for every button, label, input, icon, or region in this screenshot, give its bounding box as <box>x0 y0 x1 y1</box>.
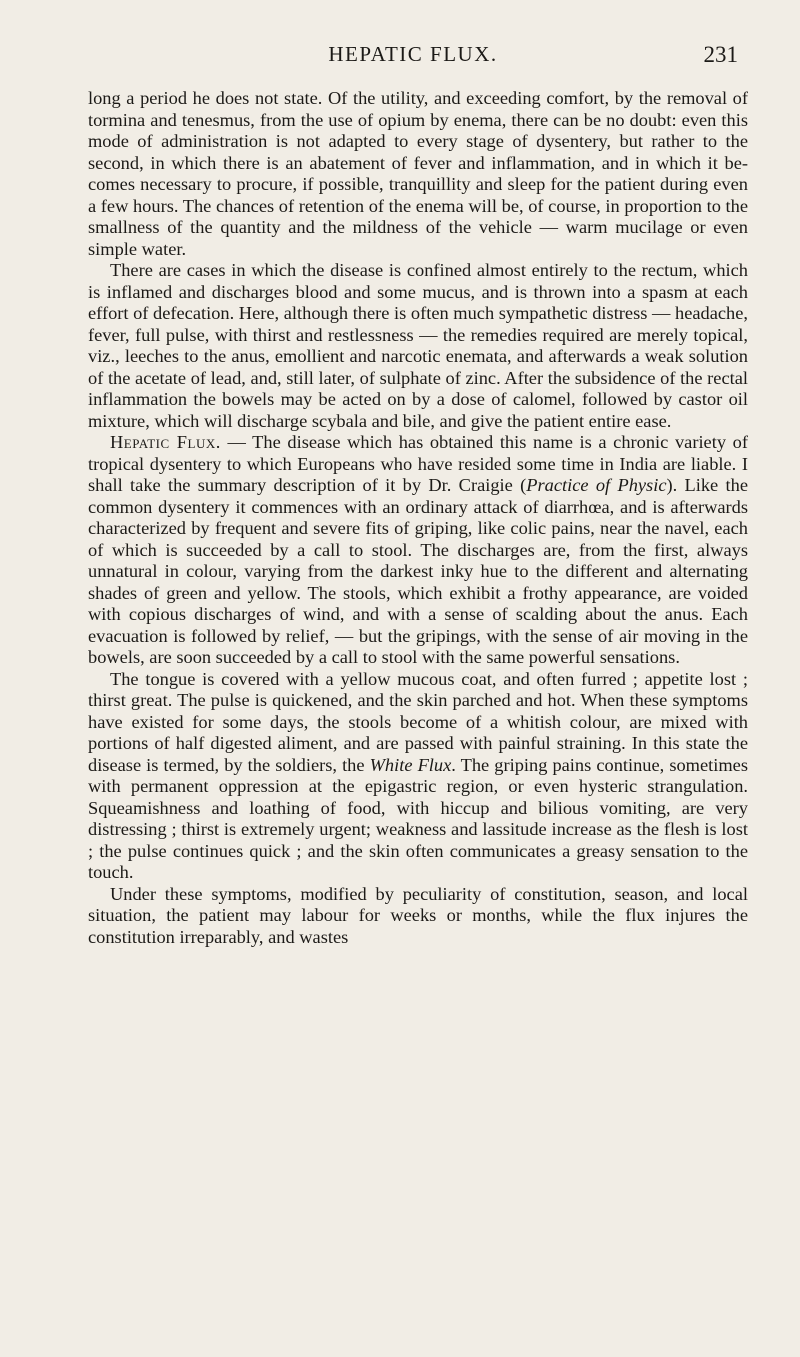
paragraph-4-text-a: The tongue is covered with a yellow mucous coat, and often furred ; appetite lost ; thirst great. The pulse is quickened, and the skin parched and hot. When these symptoms have existed for some days, the stools become of a whitish colour, are mixed with portions of half digested aliment, and are passed with painful straining. In this state the disease is termed, by the soldiers, the <box>88 668 748 775</box>
paragraph-4 <box>88 669 748 884</box>
white-flux-italic: White Flux <box>369 754 452 775</box>
body-text <box>88 88 748 948</box>
paragraph-3 <box>88 432 748 669</box>
page-header <box>88 38 738 74</box>
running-title: HEPATIC FLUX. <box>328 42 498 66</box>
book-title-italic: Practice of Physic <box>526 475 667 495</box>
paragraph-3-text-a: — The disease which has obtained this name is a chronic variety of tropical dysentery to which Europeans who have resided some time in India are liable. I shall take the summary description of it by Dr. Craigie ( <box>88 432 748 495</box>
paragraph-5: Under these symptoms, modified by peculiarity of constitution, season, and local situation, the patient may labour for weeks or months, while the flux injures the constitution irreparably, and wastes <box>88 883 748 947</box>
paragraph-2: There are cases in which the disease is confined almost entirely to the rectum, which is inflamed and discharges blood and some mucus, and is thrown into a spasm at each effort of defecation. Here, although there is often much sympathetic distress — headache, fever, full pulse, with thirst and restlessness — the remedies required are merely topical, viz., leeches to the anus, emollient and narcotic enemata, and afterwards a weak solution of the acetate of lead, and, still later, of sulphate of zinc. After the subsidence of the rectal inflammation the bowels may be acted on by a dose of calomel, followed by castor oil mixture, which will discharge scybala and bile, and give the patient entire ease. <box>88 260 748 431</box>
paragraph-4-text-b: . The griping pains continue, sometimes with permanent oppression at the epigastric region, or even hysteric strangulation. Squeamishness and loathing of food, with hiccup and bilious vomiting, are very distressing ; thirst is extremely urgent; weakness and lassitude increase as the flesh is lost ; the pulse continues quick ; and the skin often communicates a greasy sensation to the touch. <box>88 754 748 882</box>
section-heading: Hepatic Flux. <box>110 432 221 452</box>
paragraph-3-text-b: ). Like the common dysentery it commences with an ordinary attack of diarrhœa, and is afterwards characterized by frequent and severe fits of griping, like colic pains, near the navel, each of which is succeeded by a call to stool. The discharges are, from the first, always unnatural in colour, varying from the darkest inky hue to the different and alternating shades of green and yellow. The stools, which exhibit a frothy appearance, are voided with copious discharges of wind, and with a sense of scalding about the anus. Each evacuation is followed by relief, — but the gripings, with the sense of air moving in the bowels, are soon succeeded by a call to stool with the same powerful sensations. <box>88 475 748 667</box>
page-number: 231 <box>703 42 738 67</box>
paragraph-1: long a period he does not state. Of the utility, and exceeding comfort, by the removal of tormina and tenesmus, from the use of opium by enema, there can be no doubt: even this mode of administration is not adapted to every stage of dysentery, but rather to the second, in which there is an abatement of fever and inflammation, and in which it becomes necessary to procure, if possible, tranquillity and sleep for the patient during even a few hours. The chances of retention of the enema will be, of course, in proportion to the smallness of the quantity and the mildness of the vehicle — warm mucilage or even simple water. <box>88 88 748 259</box>
